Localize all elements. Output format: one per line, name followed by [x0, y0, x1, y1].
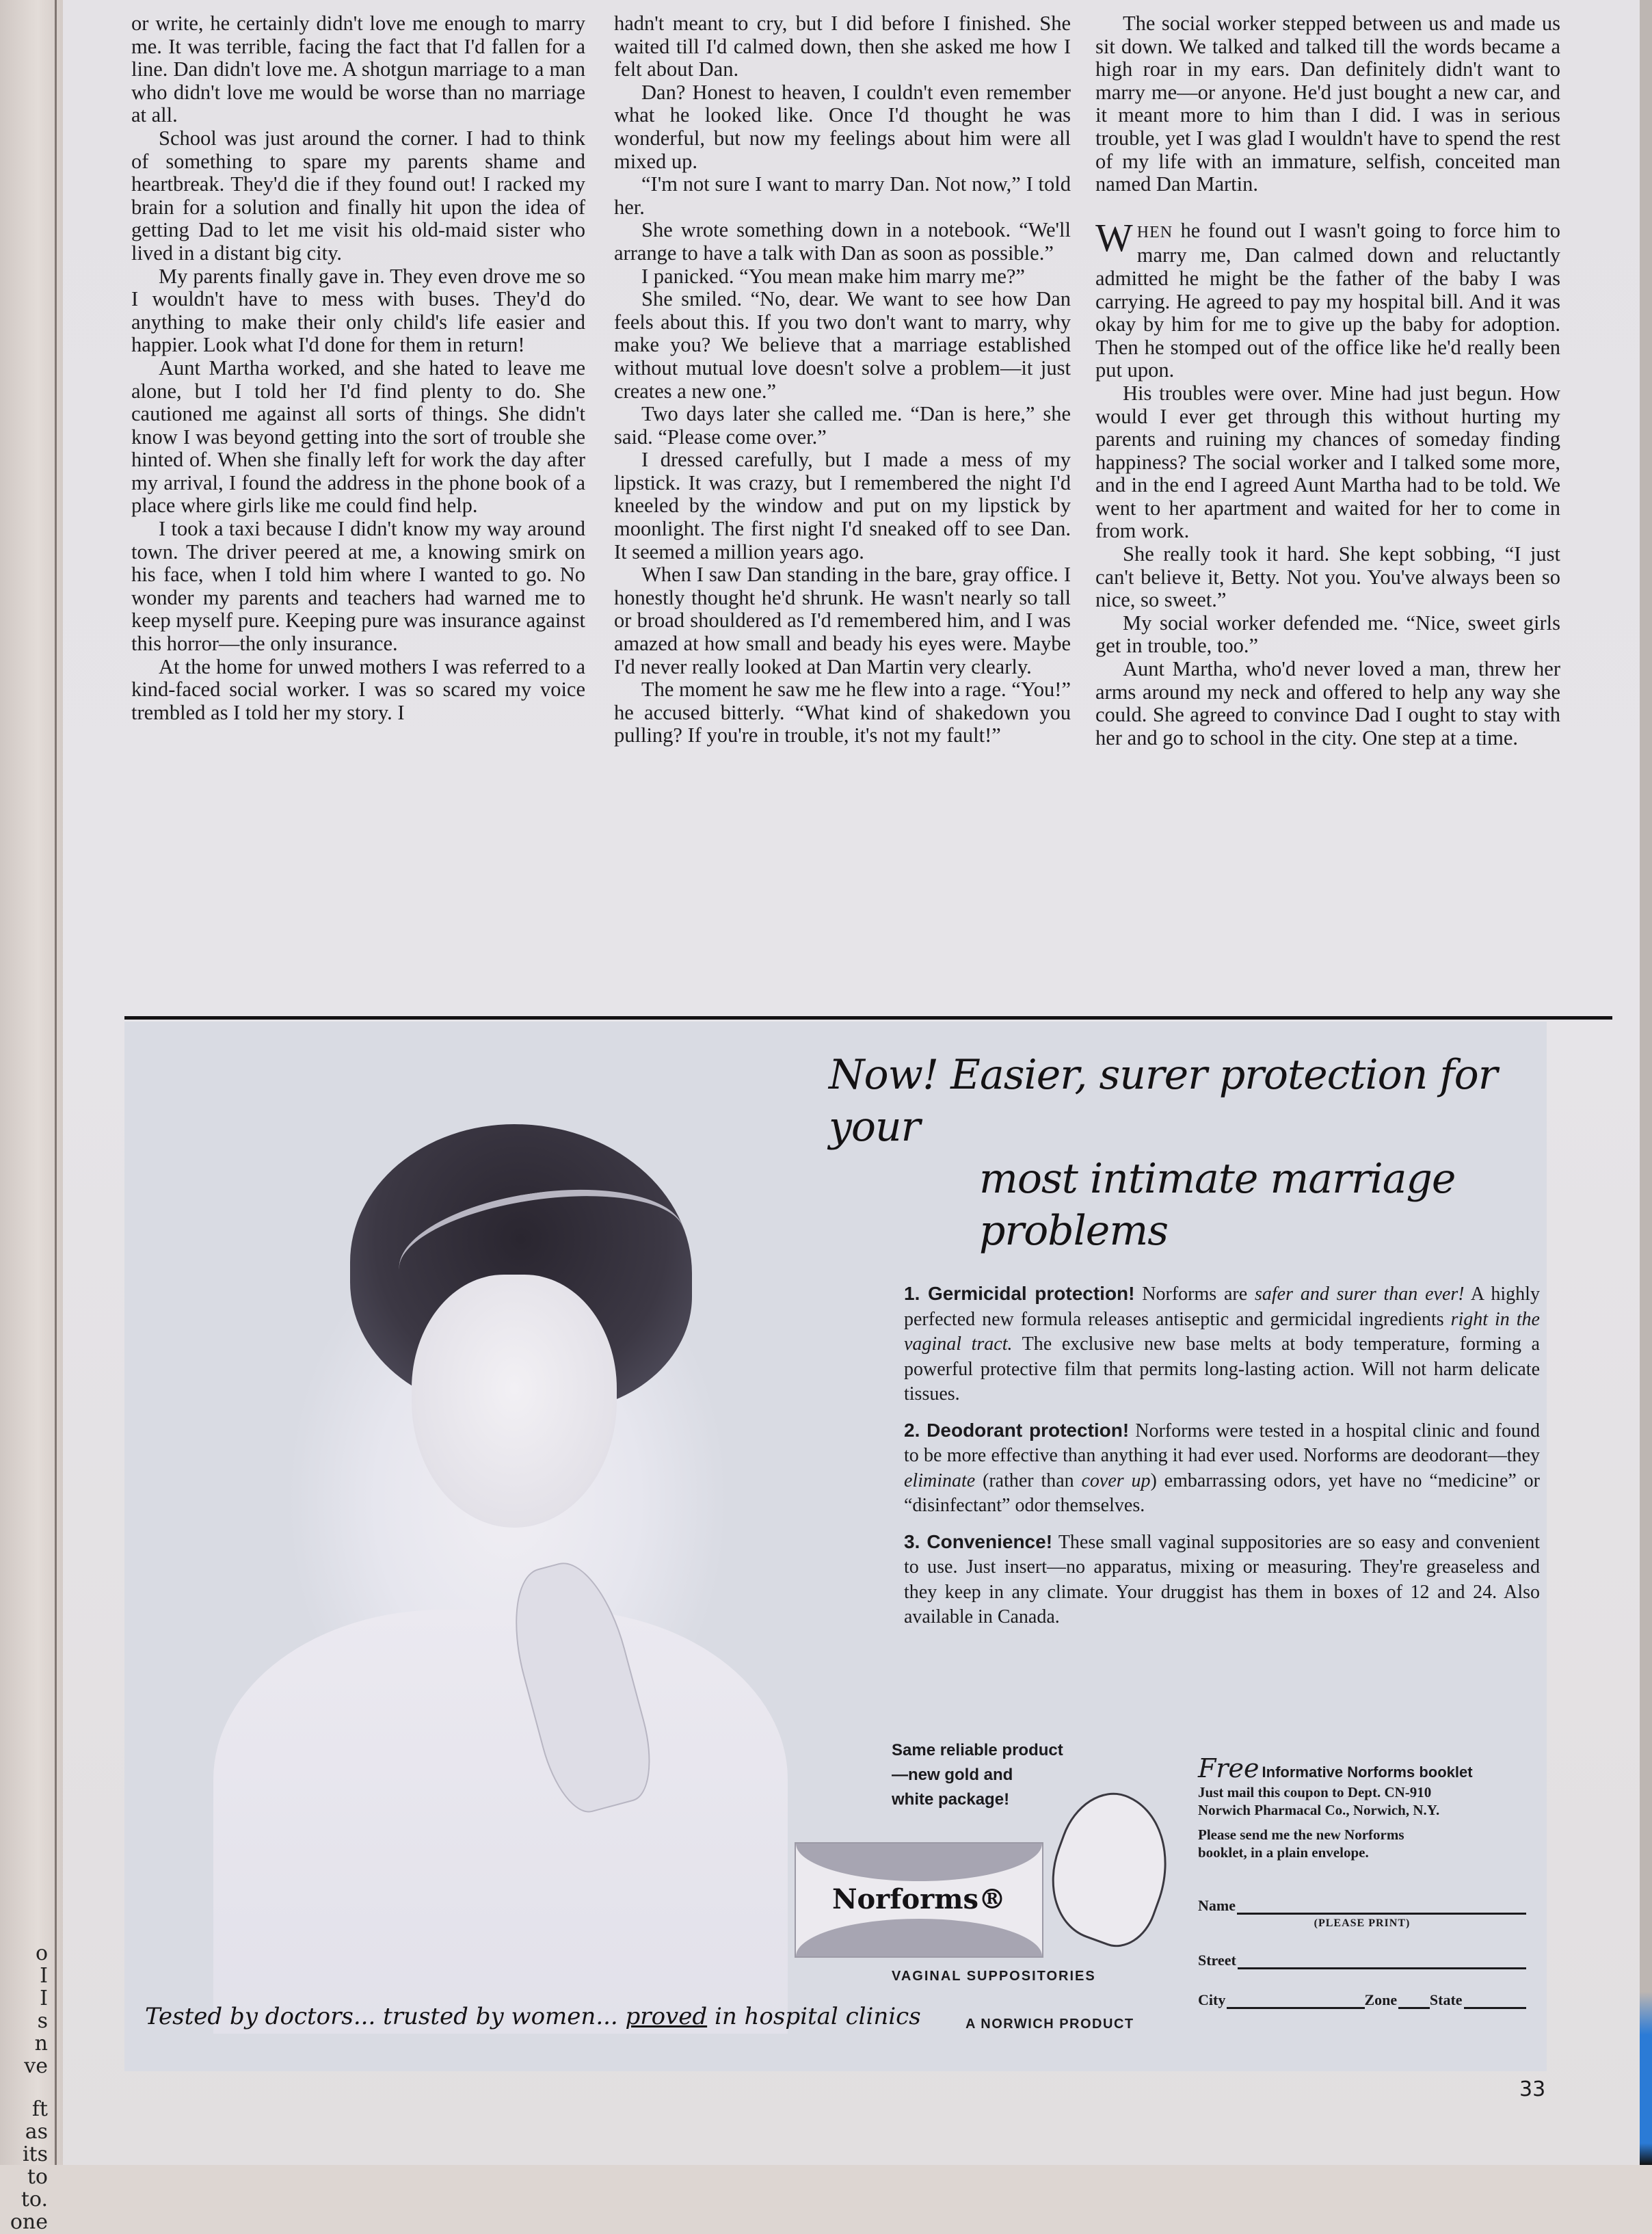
story-paragraph: hadn't meant to cry, but I did before I finished. She waited till I'd calmed down, then she asked me how I felt about Dan. [614, 12, 1071, 81]
story-paragraph: At the home for unwed mothers I was referred to a kind-faced social worker. I was so scared my voice trembled as I told her my story. I [131, 654, 585, 724]
story-column-3 [1095, 12, 1560, 749]
name-field[interactable]: Name [1198, 1897, 1526, 1915]
section-divider-rule [124, 1016, 1612, 1020]
box-dotted-band-bottom [796, 1919, 1042, 1956]
scan-edge [1640, 0, 1652, 2165]
small-caps-lead: HEN [1136, 223, 1173, 241]
promo-line: Same reliable product [892, 1741, 1063, 1759]
benefit-text: These small vaginal suppositories are so easy and convenient to use. Just insert—no apparatus, mixing or measuring. They're greaseless and they keep in any climate. Your druggist has them in boxes of 12 and 24. Also available in Canada. [904, 1531, 1540, 1627]
facing-page-fragment: to [27, 2165, 48, 2189]
facing-page-fragment: I [40, 1986, 48, 2010]
ad-headline [829, 1049, 1540, 1257]
story-column-2 [614, 12, 1071, 747]
facing-page-edge [0, 0, 63, 2165]
norforms-advertisement [124, 1022, 1547, 2071]
story-paragraph: or write, he certainly didn't love me enough to marry me. It was terrible, facing the fact that I'd fallen for a line. Dan didn't love me. A shotgun marriage to a man who didn't love me would be worse than no marriage at all. [131, 12, 585, 127]
magazine-page [63, 0, 1652, 2165]
page-gutter [55, 0, 57, 2165]
coupon-line: Just mail this coupon to Dept. CN-910 [1198, 1784, 1432, 1800]
story-paragraph: I took a taxi because I didn't know my way around town. The driver peered at me, a knowing smirk on his face, when I told him where I wanted to go. No wonder my parents and teachers had warned me to keep myself pure. Keeping pure was insurance against this horror—the only insurance. [131, 517, 585, 656]
coupon-line: Norwich Pharmacal Co., Norwich, N.Y. [1198, 1802, 1440, 1818]
story-paragraph: She smiled. “No, dear. We want to see how Dan feels about this. If you two don't want to marry, why make you? We believe that a marriage established without mutual love doesn't solve a problem—it just creates a new one.” [614, 287, 1071, 403]
facing-page-fragment: ft [31, 2097, 48, 2121]
mail-in-coupon [1198, 1753, 1526, 2009]
facing-page-fragment: to. [21, 2188, 48, 2211]
headline-line-1: Now! Easier, surer protection for your [829, 1051, 1497, 1151]
facing-page-fragment: ve [24, 2054, 48, 2078]
facing-page-fragment: n [34, 2032, 48, 2056]
facing-page-fragment: as [25, 2120, 48, 2144]
promo-line: —new gold and [892, 1766, 1013, 1784]
coupon-line: Please send me the new Norforms [1198, 1826, 1404, 1843]
section-opening-paragraph [1095, 215, 1560, 382]
benefit-point [904, 1281, 1540, 1407]
benefit-text: eliminate [904, 1470, 976, 1491]
facing-page-fragment: its [22, 2142, 48, 2166]
face-shape [412, 1275, 617, 1528]
benefit-text: ) embarrassing odors, yet have no “medicine” or “disinfectant” odor themselves. [904, 1470, 1540, 1516]
maker-label: A NORWICH PRODUCT [965, 2017, 1134, 2032]
story-paragraph: I panicked. “You mean make him marry me?” [641, 264, 1025, 288]
ad-benefit-points [904, 1281, 1540, 1641]
benefit-text: Norforms are [1134, 1284, 1255, 1305]
benefit-text: Norforms were tested in a hospital clinic and found to be more effective than anything it had ever used. Norforms are deodorant—they [904, 1420, 1540, 1466]
story-paragraph: “I'm not sure I want to marry Dan. Not now,” I told her. [614, 172, 1071, 219]
story-paragraph: Aunt Martha, who'd never loved a man, threw her arms around my neck and offered to help any way she could. She agreed to convince Dad I ought to stay with her and go to school in the city. One step at a time. [1095, 657, 1560, 749]
benefit-point [904, 1530, 1540, 1630]
story-paragraph: Dan? Honest to heaven, I couldn't even remember what he looked like. Once I'd thought he was wonderful, but now my feelings about him were all mixed up. [614, 80, 1071, 173]
coupon-free-label: Free [1198, 1753, 1260, 1783]
story-paragraph: When I saw Dan standing in the bare, gray office. I honestly thought he'd shrunk. He wasn't nearly so tall or broad shouldered as I'd remembered him, and I was amazed at how small and beady his eyes were. Maybe I'd never really looked at Dan Martin very clearly. [614, 563, 1071, 678]
promo-line: white package! [892, 1790, 1010, 1809]
facing-page-fragment: o [35, 1941, 48, 1965]
blouse-shape [213, 1610, 788, 2034]
benefit-text: (rather than [975, 1470, 1082, 1491]
product-box [795, 1842, 1043, 1958]
story-column-3-top [1095, 12, 1560, 196]
street-field[interactable]: Street [1198, 1952, 1526, 1969]
benefit-text: cover up [1081, 1470, 1151, 1491]
story-paragraph: The moment he saw me he flew into a rage. “You!” he accused bitterly. “What kind of shakedown you pulling? If you're in trouble, it's not my fault!” [614, 678, 1071, 747]
coupon-title: Informative Norforms booklet [1262, 1764, 1473, 1781]
please-print-note: (PLEASE PRINT) [1314, 1917, 1411, 1929]
story-paragraph: The social worker stepped between us and made us sit down. We talked and talked till the words became a high roar in my ears. Dan definitely didn't want to marry me—or anyone. He'd just bought a new car, and it meant more to him than I did. I was in serious trouble, yet I was glad I wouldn't have to spend the rest of my life with an immature, selfish, conceited man named Dan Martin. [1095, 12, 1560, 196]
story-paragraph: She really took it hard. She kept sobbing, “I just can't believe it, Betty. Not you. You've always been so nice, so sweet.” [1095, 542, 1560, 612]
benefit-heading: 1. Germicidal protection! [904, 1283, 1135, 1304]
benefit-heading: 2. Deodorant protection! [904, 1419, 1130, 1441]
story-paragraph: My parents finally gave in. They even drove me so I wouldn't have to mess with buses. They'd do anything to make their only child's life easier and happier. Look what I'd done for them in return! [131, 264, 585, 357]
city-zone-state-field[interactable]: City Zone State [1198, 1991, 1526, 2009]
brand-logo: Norforms® [831, 1883, 1007, 1915]
story-paragraph: Aunt Martha worked, and she hated to leave me alone, but I told her I'd find plenty to do. She cautioned me against all sorts of things. She didn't know I was beyond getting into the sort of trouble she hinted of. When she finally left for work the day after my arrival, I found the address in the phone book of a place where girls like me could find help. [131, 356, 585, 518]
story-column-1 [131, 12, 585, 724]
benefit-text: right in the vaginal tract. [904, 1308, 1540, 1355]
product-type-label: VAGINAL SUPPOSITORIES [892, 1969, 1096, 1984]
story-paragraph: Two days later she called me. “Dan is here,” she said. “Please come over.” [614, 402, 1071, 449]
facing-page-fragment: s [37, 2009, 48, 2033]
coupon-line: booklet, in a plain envelope. [1198, 1844, 1369, 1861]
story-paragraph: My social worker defended me. “Nice, sweet girls get in trouble, too.” [1095, 611, 1560, 658]
story-paragraph: His troubles were over. Mine had just begun. How would I ever get through this without hurting my parents and ruining my chances of someday finding happiness? The social worker and I talked some more, and in the end I agreed Aunt Martha had to be told. We went to her apartment and waited for her to come in from work. [1095, 381, 1560, 543]
facing-page-fragment: one [10, 2210, 48, 2234]
drop-cap: W [1095, 215, 1133, 260]
story-paragraph: She wrote something down in a notebook. “We'll arrange to have a talk with Dan as soon as possible.” [614, 218, 1071, 265]
benefit-text: A highly perfected new formula releases antiseptic and germicidal ingredients [904, 1284, 1540, 1330]
ad-tagline: Tested by doctors... trusted by women... proved in hospital clinics [145, 2003, 921, 2030]
box-dotted-band-top [796, 1844, 1042, 1881]
story-column-3-bottom [1095, 382, 1560, 750]
headline-line-2: most intimate marriage problems [979, 1155, 1456, 1255]
story-paragraph: I dressed carefully, but I made a mess of my lipstick. It was crazy, but I remembered the night I'd kneeled by the window and put on my lipstick by moonlight. The first night I'd sneaked off to see Dan. It seemed a million years ago. [614, 448, 1071, 563]
benefit-heading: 3. Convenience! [904, 1530, 1053, 1552]
benefit-text: safer and surer than ever! [1255, 1284, 1465, 1305]
paragraph-text: he found out I wasn't going to force him to marry me, Dan calmed down and reluctantly admitted he might be the father of the baby I was carrying. He agreed to pay my hospital bill. And it was okay by him for me to give up the baby for adoption. Then he stomped out of the office like he'd really been put upon. [1095, 218, 1560, 382]
facing-page-text-fragments [0, 1942, 48, 2233]
story-paragraph: School was just around the corner. I had to think of something to spare my parents shame and heartbreak. They'd die if they found out! I racked my brain for a solution and finally hit upon the idea of getting Dad to let me visit his old-maid sister who lived in a distant big city. [131, 126, 585, 265]
facing-page-fragment: I [40, 1964, 48, 1988]
benefit-text: The exclusive new base melts at body temperature, forming a powerful protective film that permits long-lasting action. Will not harm delicate tissues. [904, 1333, 1540, 1405]
benefit-point [904, 1418, 1540, 1519]
page-number: 33 [1519, 2077, 1546, 2101]
